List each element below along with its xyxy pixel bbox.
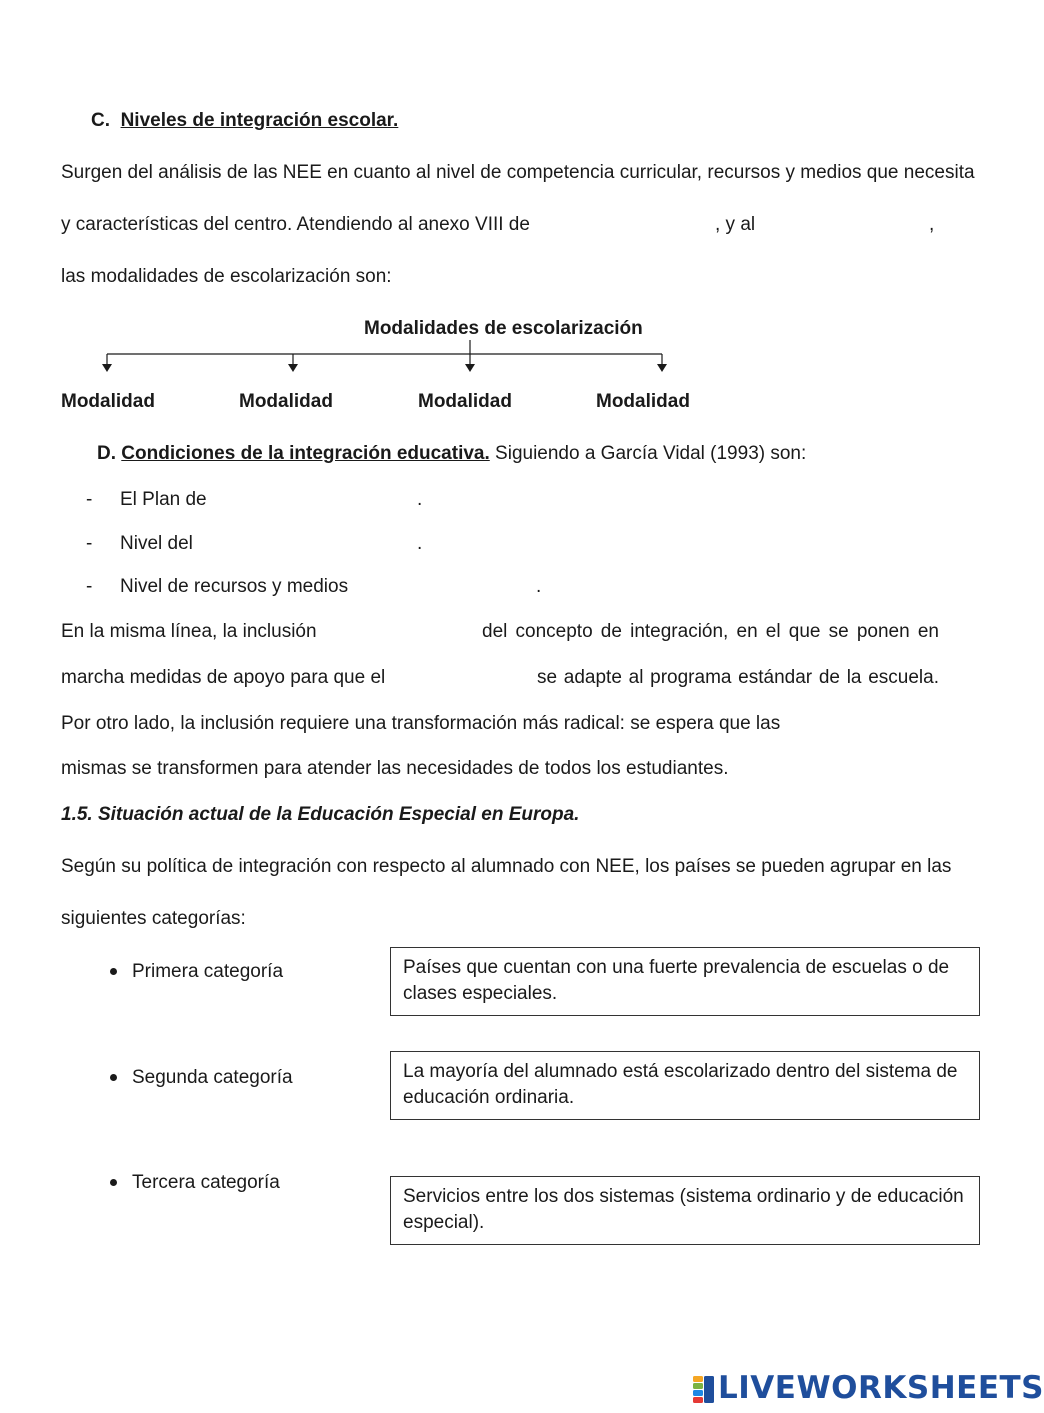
section-1-5-para-line1: Según su política de integración con respecto al alumnado con NEE, los países se pueden agrupar en las: [61, 856, 952, 877]
section-d-para-line1b: del concepto de integración, en el que se ponen en: [482, 621, 939, 642]
logo-block-bar: [704, 1376, 714, 1403]
list-dash: -: [86, 489, 93, 510]
logo-block-i: [693, 1383, 703, 1389]
diagram-arrowhead-3: [465, 364, 475, 372]
section-c-para-line2b: , y al: [715, 214, 756, 235]
category-description-box: Países que cuentan con una fuerte prevalencia de escuelas o de clases especiales.: [390, 947, 980, 1016]
section-c-para-line3: las modalidades de escolarización son:: [61, 266, 392, 287]
section-d-letter: D.: [97, 443, 116, 464]
section-d-para-line2b: se adapte al programa estándar de la escuela.: [537, 667, 939, 688]
bullet-icon: [110, 968, 117, 975]
list-item: Nivel del: [120, 533, 193, 554]
liveworksheets-logo-text[interactable]: LIVEWORKSHEETS: [718, 1370, 1044, 1406]
list-item: El Plan de: [120, 489, 207, 510]
list-dash: -: [86, 576, 93, 597]
section-d-para-line4: mismas se transformen para atender las necesidades de todos los estudiantes.: [61, 758, 729, 779]
section-d-para-line1a: En la misma línea, la inclusión: [61, 621, 317, 642]
logo-block-e: [693, 1397, 703, 1403]
list-dash: -: [86, 533, 93, 554]
section-c-heading: [91, 109, 398, 133]
category-description-box: La mayoría del alumnado está escolarizado dentro del sistema de educación ordinaria.: [390, 1051, 980, 1120]
bullet-icon: [110, 1074, 117, 1081]
diagram-arrowhead-2: [288, 364, 298, 372]
section-1-5-heading: 1.5. Situación actual de la Educación Especial en Europa.: [61, 804, 580, 825]
diagram-node: Modalidad: [239, 391, 333, 412]
list-item: Nivel de recursos y medios: [120, 576, 349, 597]
list-item-end: .: [417, 489, 423, 510]
bullet-icon: [110, 1179, 117, 1186]
section-c-para-line2c: ,: [929, 214, 935, 235]
section-c-letter: C.: [91, 110, 110, 131]
section-c-title: Niveles de integración escolar.: [120, 110, 399, 131]
section-d-para-line3: Por otro lado, la inclusión requiere una transformación más radical: se espera que las: [61, 713, 781, 734]
section-c-para-line1: Surgen del análisis de las NEE en cuanto al nivel de competencia curricular, recursos y medios que necesita: [61, 162, 975, 183]
section-1-5-para-line2: siguientes categorías:: [61, 908, 246, 929]
diagram-node: Modalidad: [418, 391, 512, 412]
logo-block-l: [693, 1376, 703, 1382]
logo-block-v: [693, 1390, 703, 1396]
diagram-node: Modalidad: [61, 391, 155, 412]
diagram-node: Modalidad: [596, 391, 690, 412]
category-label: Segunda categoría: [132, 1067, 293, 1088]
section-d-heading: [97, 442, 806, 466]
section-d-intro: Siguiendo a García Vidal (1993) son:: [489, 443, 807, 464]
list-item-end: .: [417, 533, 423, 554]
liveworksheets-logo-icon: [693, 1372, 715, 1406]
section-d-para-line2a: marcha medidas de apoyo para que el: [61, 667, 386, 688]
category-label: Primera categoría: [132, 961, 284, 982]
diagram-arrowhead-4: [657, 364, 667, 372]
diagram-title: Modalidades de escolarización: [364, 318, 643, 339]
section-d-title: Condiciones de la integración educativa.: [121, 443, 490, 464]
category-description-box: Servicios entre los dos sistemas (sistema ordinario y de educación especial).: [390, 1176, 980, 1245]
category-label: Tercera categoría: [132, 1172, 280, 1193]
list-item-end: .: [536, 576, 542, 597]
section-c-para-line2a: y características del centro. Atendiendo al anexo VIII de: [61, 214, 530, 235]
diagram-arrowhead-1: [102, 364, 112, 372]
diagram-connectors: [0, 340, 1000, 380]
